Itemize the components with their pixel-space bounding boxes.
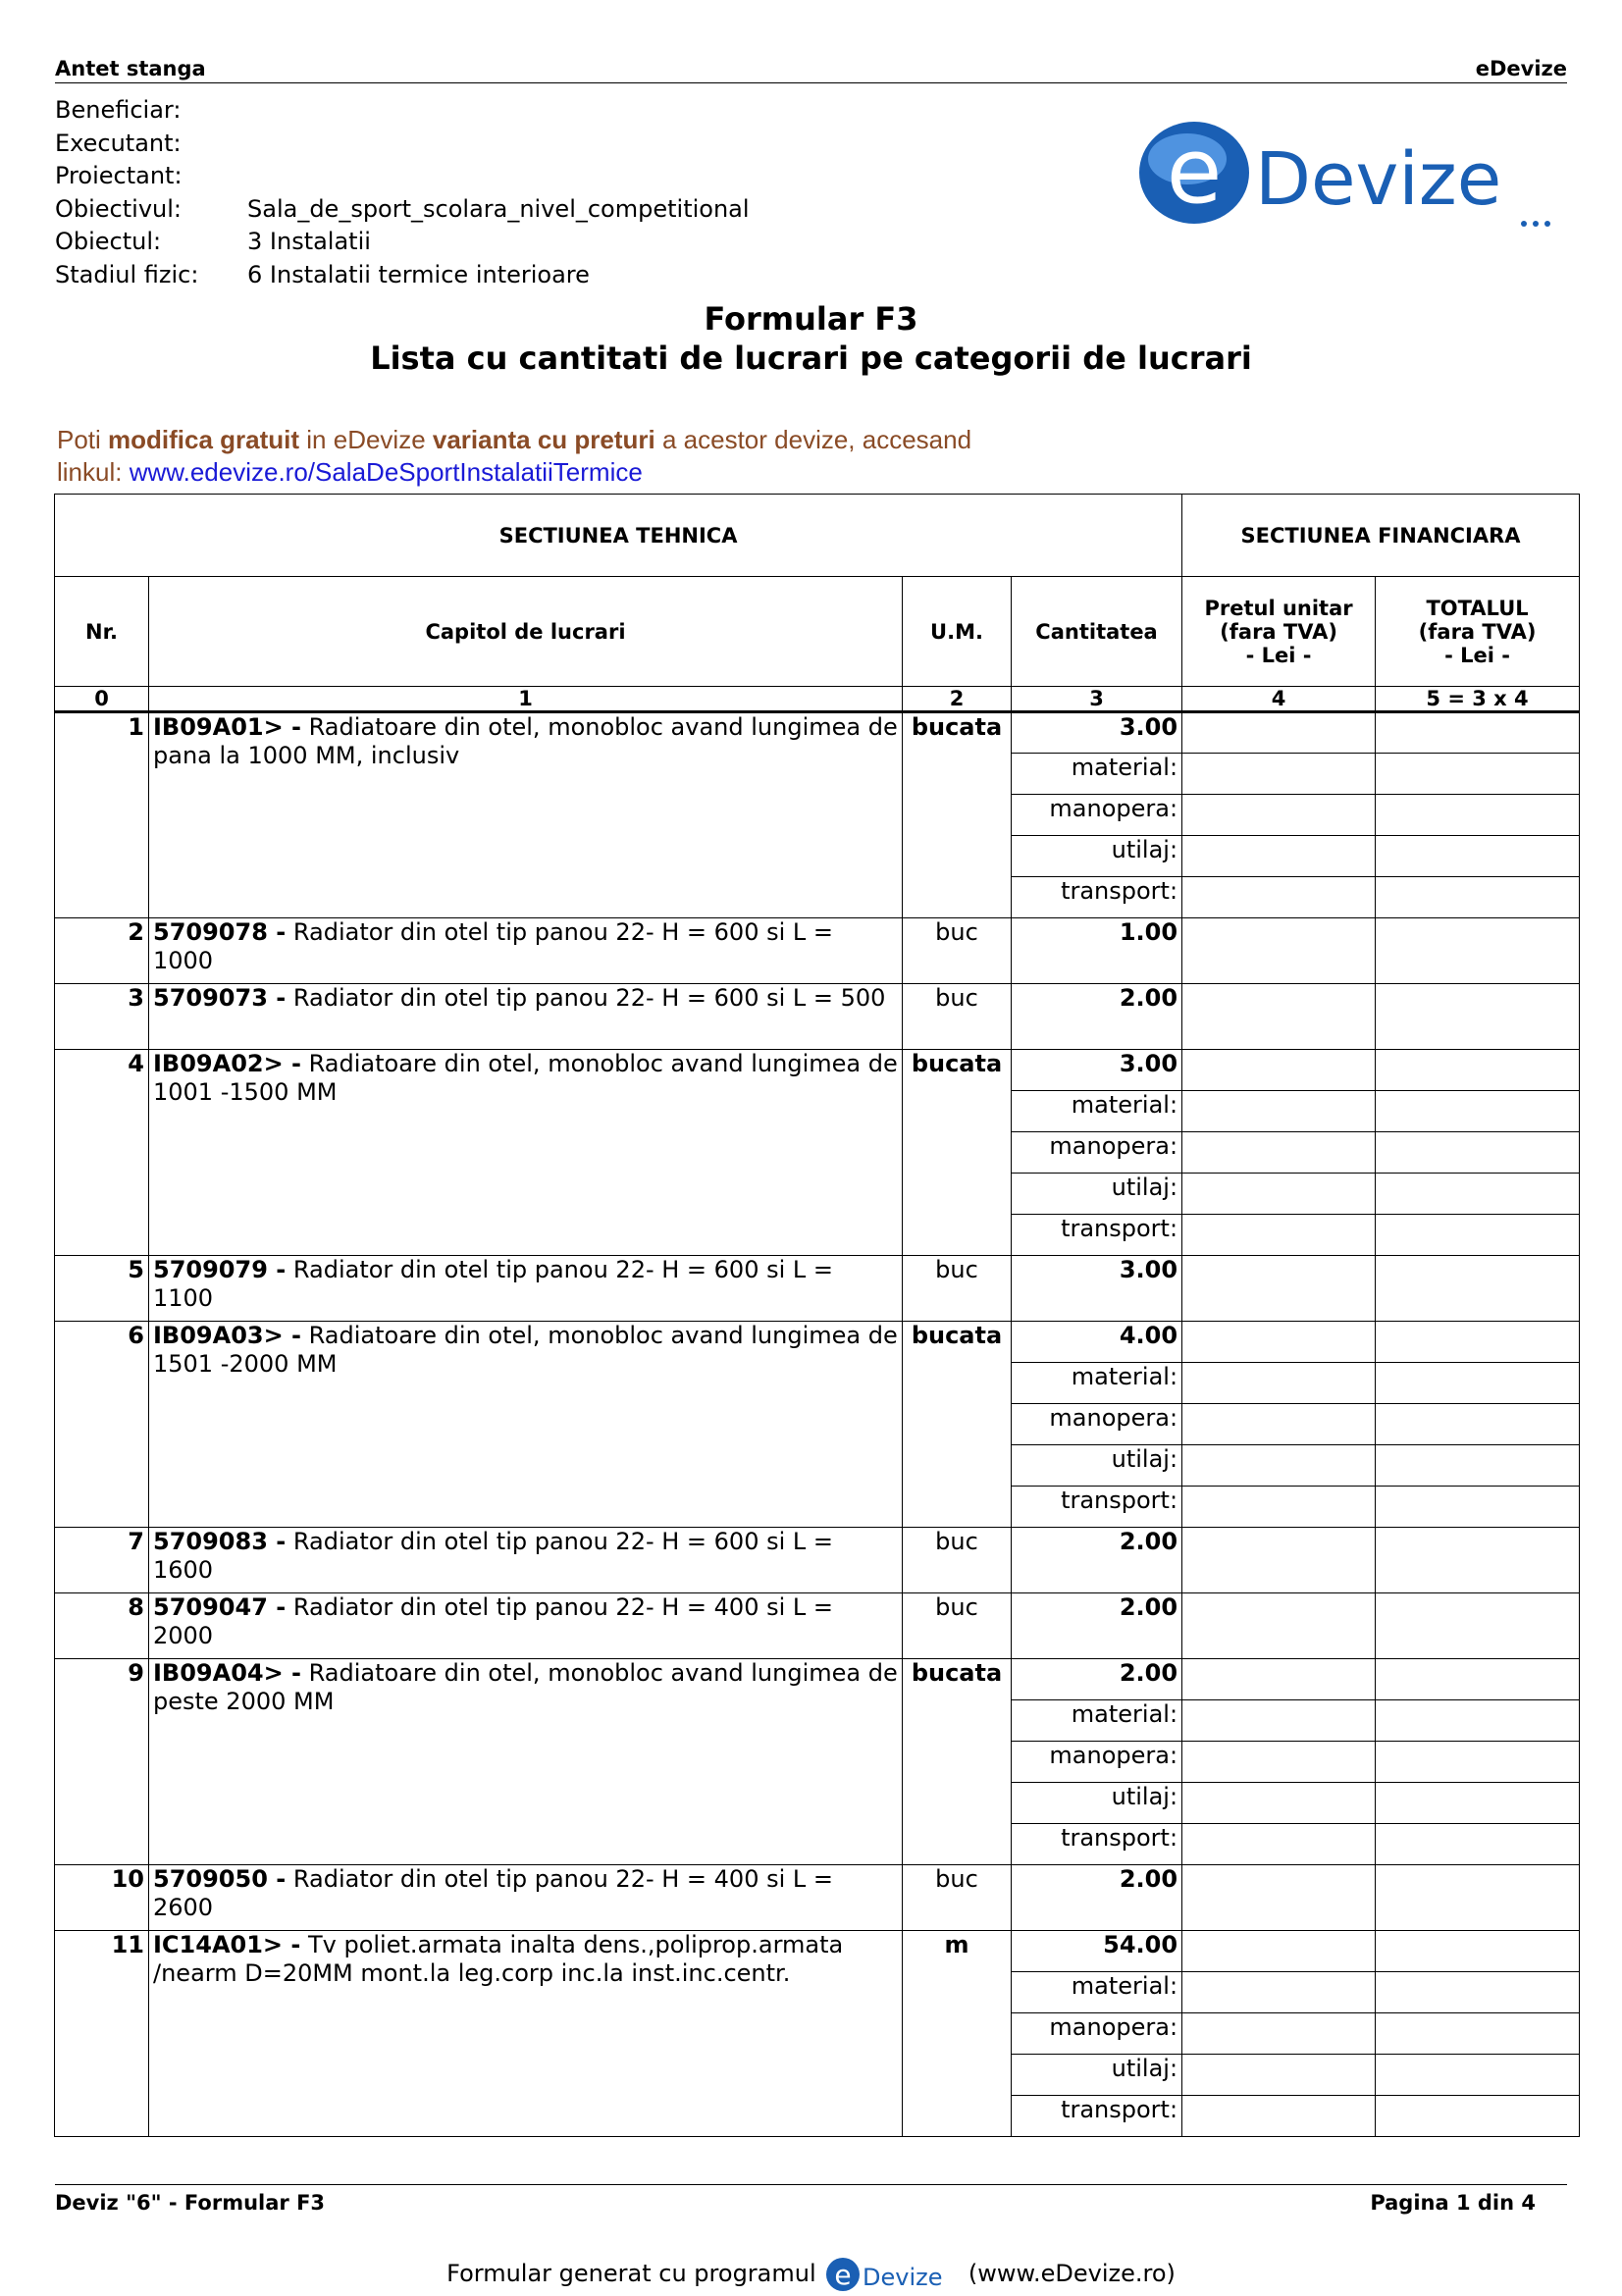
row-unit-price	[1182, 984, 1376, 1050]
row-total	[1376, 1256, 1580, 1322]
subrow-label: manopera:	[1012, 2013, 1182, 2055]
info-row: Beneficiar:	[55, 96, 182, 124]
row-number: 10	[55, 1865, 149, 1931]
row-unit: bucata	[903, 1659, 1012, 1865]
table-row	[55, 712, 1580, 754]
generated-by: Formular generat cu programul e Devize (www.eDevize.ro)	[0, 2253, 1622, 2296]
row-number: 5	[55, 1256, 149, 1322]
subrow-total	[1376, 1824, 1580, 1865]
row-total	[1376, 1322, 1580, 1363]
svg-text:Devize: Devize	[1255, 137, 1502, 222]
subrow-total	[1376, 836, 1580, 877]
subrow-price	[1182, 754, 1376, 795]
row-unit-price	[1182, 918, 1376, 984]
subrow-price	[1182, 1487, 1376, 1528]
subrow-label: transport:	[1012, 877, 1182, 918]
row-description: 5709050 - Radiator din otel tip panou 22- H = 400 si L = 2600	[149, 1865, 903, 1931]
table-row	[55, 1593, 1580, 1659]
row-total	[1376, 984, 1580, 1050]
subrow-label: manopera:	[1012, 795, 1182, 836]
info-row: Proiectant:	[55, 162, 183, 190]
index-row: 0 1 2 3 4 5 = 3 x 4	[55, 687, 1580, 712]
subrow-label: utilaj:	[1012, 1783, 1182, 1824]
col-quantity: Cantitatea	[1012, 577, 1182, 687]
table-row	[55, 1865, 1580, 1931]
footer-left: Deviz "6" - Formular F3	[55, 2191, 326, 2215]
subrow-price	[1182, 2055, 1376, 2096]
subrow-label: utilaj:	[1012, 1174, 1182, 1215]
subrow-total	[1376, 1783, 1580, 1824]
subrow-price	[1182, 2013, 1376, 2055]
subrow-label: transport:	[1012, 2096, 1182, 2137]
subrow-price	[1182, 1215, 1376, 1256]
subrow-label: utilaj:	[1012, 1445, 1182, 1487]
row-total	[1376, 1593, 1580, 1659]
info-row: Obiectul: 3 Instalatii	[55, 228, 371, 256]
subrow-total	[1376, 1445, 1580, 1487]
info-row: Obiectivul: Sala_de_sport_scolara_nivel_competitional	[55, 194, 750, 223]
row-total	[1376, 1528, 1580, 1593]
subrow-price	[1182, 1363, 1376, 1404]
row-quantity: 4.00	[1012, 1322, 1182, 1363]
svg-text:Devize: Devize	[863, 2264, 943, 2291]
svg-text:e: e	[834, 2259, 852, 2291]
row-unit-price	[1182, 1322, 1376, 1363]
row-description: IC14A01> - Tv poliet.armata inalta dens.,poliprop.armata /nearm D=20MM mont.la leg.corp inc.la inst.inc.centr.	[149, 1931, 903, 2137]
table-row	[55, 1050, 1580, 1091]
row-description: IB09A04> - Radiatoare din otel, monobloc avand lungimea de peste 2000 MM	[149, 1659, 903, 1865]
row-description: IB09A01> - Radiatoare din otel, monobloc avand lungimea de pana la 1000 MM, inclusiv	[149, 712, 903, 918]
row-unit-price	[1182, 1659, 1376, 1700]
row-unit: m	[903, 1931, 1012, 2137]
subrow-label: material:	[1012, 754, 1182, 795]
table-row	[55, 1659, 1580, 1700]
row-quantity: 2.00	[1012, 984, 1182, 1050]
row-number: 3	[55, 984, 149, 1050]
subrow-price	[1182, 1174, 1376, 1215]
subrow-price	[1182, 1824, 1376, 1865]
row-number: 6	[55, 1322, 149, 1528]
table-row	[55, 1528, 1580, 1593]
subrow-label: manopera:	[1012, 1404, 1182, 1445]
promo-link[interactable]: www.edevize.ro/SalaDeSportInstalatiiTermice	[129, 457, 643, 487]
subrow-price	[1182, 1783, 1376, 1824]
row-unit-price	[1182, 1593, 1376, 1659]
row-quantity: 1.00	[1012, 918, 1182, 984]
subrow-label: material:	[1012, 1700, 1182, 1742]
col-chapter: Capitol de lucrari	[149, 577, 903, 687]
subrow-label: transport:	[1012, 1215, 1182, 1256]
subrow-total	[1376, 1742, 1580, 1783]
header-left: Antet stanga	[55, 57, 206, 80]
subrow-label: manopera:	[1012, 1132, 1182, 1174]
table-row	[55, 1931, 1580, 1972]
row-number: 8	[55, 1593, 149, 1659]
subrow-total	[1376, 2013, 1580, 2055]
subrow-total	[1376, 795, 1580, 836]
section-financial: SECTIUNEA FINANCIARA	[1182, 495, 1580, 577]
row-total	[1376, 918, 1580, 984]
row-quantity: 3.00	[1012, 1256, 1182, 1322]
row-unit: buc	[903, 984, 1012, 1050]
subrow-total	[1376, 1404, 1580, 1445]
col-total: TOTALUL (fara TVA) - Lei -	[1376, 577, 1580, 687]
row-unit: buc	[903, 1865, 1012, 1931]
row-unit: bucata	[903, 1322, 1012, 1528]
col-um: U.M.	[903, 577, 1012, 687]
subrow-total	[1376, 1174, 1580, 1215]
row-unit: buc	[903, 1256, 1012, 1322]
quantities-table	[54, 494, 1580, 2137]
edevize-mini-logo	[823, 2253, 961, 2296]
subrow-price	[1182, 1742, 1376, 1783]
promo-text: Poti modifica gratuit in eDevize varianta cu preturi a acestor devize, accesand linkul: www.edevize.ro/SalaDeSportInstalatiiTermice	[57, 425, 972, 487]
subrow-total	[1376, 1215, 1580, 1256]
row-description: 5709078 - Radiator din otel tip panou 22- H = 600 si L = 1000	[149, 918, 903, 984]
row-unit: buc	[903, 1528, 1012, 1593]
subrow-total	[1376, 1091, 1580, 1132]
row-unit-price	[1182, 1256, 1376, 1322]
row-unit-price	[1182, 1050, 1376, 1091]
subrow-price	[1182, 877, 1376, 918]
page-footer	[55, 2184, 1567, 2215]
row-total	[1376, 1865, 1580, 1931]
row-total	[1376, 1931, 1580, 1972]
row-number: 4	[55, 1050, 149, 1256]
row-description: 5709079 - Radiator din otel tip panou 22- H = 600 si L = 1100	[149, 1256, 903, 1322]
subrow-price	[1182, 1132, 1376, 1174]
row-description: IB09A03> - Radiatoare din otel, monobloc avand lungimea de 1501 -2000 MM	[149, 1322, 903, 1528]
row-unit: buc	[903, 1593, 1012, 1659]
row-description: 5709073 - Radiator din otel tip panou 22- H = 600 si L = 500	[149, 984, 903, 1050]
row-unit-price	[1182, 1931, 1376, 1972]
info-row: Executant:	[55, 129, 182, 157]
subrow-price	[1182, 1972, 1376, 2013]
subrow-total	[1376, 1363, 1580, 1404]
row-total	[1376, 1050, 1580, 1091]
row-quantity: 54.00	[1012, 1931, 1182, 1972]
row-number: 2	[55, 918, 149, 984]
subrow-label: utilaj:	[1012, 836, 1182, 877]
subrow-price	[1182, 795, 1376, 836]
subrow-label: transport:	[1012, 1487, 1182, 1528]
section-technical: SECTIUNEA TEHNICA	[55, 495, 1182, 577]
subrow-price	[1182, 1700, 1376, 1742]
row-description: IB09A02> - Radiatoare din otel, monobloc avand lungimea de 1001 -1500 MM	[149, 1050, 903, 1256]
subrow-total	[1376, 1487, 1580, 1528]
form-title: Formular F3 Lista cu cantitati de lucrari pe categorii de lucrari	[370, 300, 1252, 377]
subrow-price	[1182, 1091, 1376, 1132]
row-quantity: 2.00	[1012, 1593, 1182, 1659]
subrow-label: material:	[1012, 1972, 1182, 2013]
header-right: eDevize	[1475, 57, 1567, 80]
table-row	[55, 984, 1580, 1050]
row-number: 1	[55, 712, 149, 918]
row-total	[1376, 1659, 1580, 1700]
subrow-price	[1182, 1445, 1376, 1487]
subrow-total	[1376, 1132, 1580, 1174]
table-row	[55, 1256, 1580, 1322]
row-unit: bucata	[903, 1050, 1012, 1256]
footer-page: Pagina 1 din 4	[1370, 2191, 1536, 2215]
subrow-price	[1182, 836, 1376, 877]
info-row: Stadiul fizic: 6 Instalatii termice interioare	[55, 260, 590, 288]
col-unit-price: Pretul unitar (fara TVA) - Lei -	[1182, 577, 1376, 687]
row-total	[1376, 712, 1580, 754]
subrow-total	[1376, 2055, 1580, 2096]
row-description: 5709083 - Radiator din otel tip panou 22- H = 600 si L = 1600	[149, 1528, 903, 1593]
subrow-total	[1376, 877, 1580, 918]
subrow-label: material:	[1012, 1091, 1182, 1132]
row-quantity: 3.00	[1012, 712, 1182, 754]
subrow-price	[1182, 2096, 1376, 2137]
subrow-label: material:	[1012, 1363, 1182, 1404]
table-row	[55, 1322, 1580, 1363]
subrow-label: transport:	[1012, 1824, 1182, 1865]
subrow-total	[1376, 2096, 1580, 2137]
col-nr: Nr.	[55, 577, 149, 687]
subrow-total	[1376, 754, 1580, 795]
subrow-total	[1376, 1700, 1580, 1742]
subrow-total	[1376, 1972, 1580, 2013]
subrow-label: manopera:	[1012, 1742, 1182, 1783]
subrow-label: utilaj:	[1012, 2055, 1182, 2096]
table-row	[55, 918, 1580, 984]
edevize-logo	[1133, 110, 1565, 237]
row-unit-price	[1182, 1528, 1376, 1593]
row-unit-price	[1182, 1865, 1376, 1931]
row-unit: bucata	[903, 712, 1012, 918]
row-number: 9	[55, 1659, 149, 1865]
row-quantity: 2.00	[1012, 1865, 1182, 1931]
project-info	[55, 94, 750, 292]
row-number: 11	[55, 1931, 149, 2137]
row-unit: buc	[903, 918, 1012, 984]
row-quantity: 3.00	[1012, 1050, 1182, 1091]
page-header	[55, 55, 1567, 83]
row-unit-price	[1182, 712, 1376, 754]
row-quantity: 2.00	[1012, 1528, 1182, 1593]
row-quantity: 2.00	[1012, 1659, 1182, 1700]
svg-text:e: e	[1166, 119, 1223, 224]
row-number: 7	[55, 1528, 149, 1593]
subrow-price	[1182, 1404, 1376, 1445]
row-description: 5709047 - Radiator din otel tip panou 22- H = 400 si L = 2000	[149, 1593, 903, 1659]
